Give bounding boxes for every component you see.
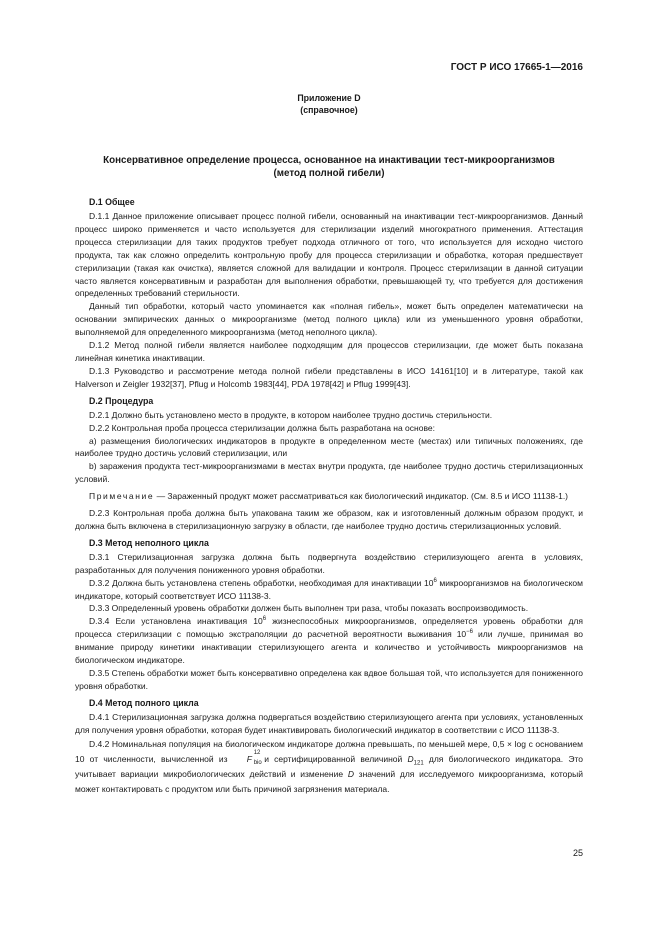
page-number: 25 bbox=[572, 848, 583, 858]
note-paragraph bbox=[75, 490, 583, 503]
section-d1-heading: D.1 Общее bbox=[89, 197, 135, 207]
annex-heading bbox=[75, 92, 583, 116]
text-run: и сертифицированной величиной bbox=[258, 753, 408, 764]
list-item-a: a) размещения биологических индикаторов в продукте в определенном месте (местах) или типичных положениях, где наиболее трудно достичь условий стерилизации, или bbox=[75, 435, 583, 459]
text-run: жизнеспособных микроорганизмов, определяется уровень обработки для процесса стерилизации с помощью экстраполяции до расчетной вероятности выживания 10 bbox=[75, 616, 583, 640]
exponent: 6 bbox=[262, 616, 267, 623]
paragraph-d3-2 bbox=[75, 577, 583, 603]
text-run: или лучше, принимая во внимание природу кинетики инактивации стерилизующего агента и количество и устойчивость микроорганизмов на биологическом индикаторе. bbox=[75, 629, 583, 666]
paragraph-d3-3: D.3.3 Определенный уровень обработки должен быть выполнен три раза, чтобы показать воспроизводимость. bbox=[89, 603, 529, 614]
paragraph-d4-2 bbox=[75, 737, 583, 797]
exponent: −6 bbox=[466, 629, 474, 636]
d-subscript: 121 bbox=[413, 760, 424, 767]
f-subscript: bio bbox=[253, 759, 262, 766]
d-symbol: D bbox=[407, 753, 414, 764]
paragraph-d4-1: D.4.1 Стерилизационная загрузка должна подвергаться воздействию стерилизующего агента при условиях, установленных для получения уровня обработки, которая будет инактивировать биологический индикатор в соответствии с ИСО 11138-3. bbox=[75, 711, 583, 735]
section-d4-heading: D.4 Метод полного цикла bbox=[89, 697, 199, 708]
paragraph-d1-1b: Данный тип обработки, который часто упоминается как «полная гибель», может быть определен математически на основании эмпирических данных о микроорганизме (метод полного цикла) или из уменьшенного уровня обработки, выполняемой для определенного микроорганизма (метод неполного цикла). bbox=[75, 301, 583, 338]
text-run: D.3.4 Если установлена инактивация 10 bbox=[89, 616, 263, 627]
paragraph-d2-2: D.2.2 Контрольная проба процесса стерилизации должна быть разработана на основе: bbox=[89, 422, 435, 433]
paragraph-d1-1: D.1.1 Данное приложение описывает процесс полной гибели, основанный на инактивации тест-микроорганизмов. Данный процесс широко применяется и часто используется для стерилизации изделий многократного применения. Аттестация процесса стерилизации для таких продуктов требует подхода отличного от того, что используется для исходно чистого продукта, так как сложно определить контрольную пробу для процесса стерилизации и обработка, которая предшествует стерилизации (такая как очистка), является сложной для валидации и контроля. Процесс стерилизации в данной ситуации часто является консервативным и разработан для выполнения обработки, превышающей ту, что требуется для достижения определенных требований стерильности. bbox=[75, 211, 583, 299]
text-run: D.3.2 Должна быть установлена степень обработки, необходимая для инактивации 10 bbox=[89, 577, 434, 588]
annex-title-line1: Консервативное определение процесса, основанное на инактивации тест-микроорганизмов bbox=[103, 155, 555, 166]
document-id-header: ГОСТ Р ИСО 17665-1—2016 bbox=[450, 62, 583, 73]
paragraph-d3-5: D.3.5 Степень обработки может быть консервативно определена как вдвое большая той, что используется для пониженного уровня обработки. bbox=[75, 668, 583, 691]
section-d3-heading: D.3 Метод неполного цикла bbox=[89, 537, 209, 548]
f-letter: F bbox=[246, 753, 252, 764]
section-d2-heading: D.2 Процедура bbox=[89, 395, 154, 406]
annex-title bbox=[75, 154, 583, 180]
paragraph-d3-4 bbox=[75, 615, 583, 667]
paragraph-d2-1: D.2.1 Должно быть установлено место в продукте, в котором наиболее трудно достичь стерильности. bbox=[89, 409, 493, 420]
f-superscript: 12 bbox=[253, 749, 261, 756]
annex-title-line2: (метод полной гибели) bbox=[273, 168, 385, 179]
annex-kind: (справочное) bbox=[300, 105, 358, 115]
annex-label: Приложение D bbox=[297, 93, 361, 103]
paragraph-d3-1: D.3.1 Стерилизационная загрузка должна быть подвергнута воздействию стерилизующего агента в условиях, разработанных для получения пониженного уровня обработки. bbox=[75, 551, 583, 575]
paragraph-d1-2: D.1.2 Метод полной гибели является наиболее подходящим для процессов стерилизации, где может быть показана линейная кинетика инактивации. bbox=[75, 340, 583, 363]
document-body bbox=[75, 196, 583, 797]
note-text: — Зараженный продукт может рассматриваться как биологический индикатор. (См. 8.5 и ИСО 11138-1.) bbox=[154, 491, 569, 502]
paragraph-d2-3: D.2.3 Контрольная проба должна быть упакована таким же образом, как и изготовленный должным образом продукт, и должна быть включена в стерилизационную загрузку в области, где наиболее трудно достичь стерилизационных условий. bbox=[75, 508, 583, 531]
list-item-b: b) заражения продукта тест-микроорганизмами в местах внутри продукта, где наиболее трудно достичь стерилизационных условий. bbox=[75, 461, 583, 485]
exponent: 6 bbox=[433, 577, 437, 584]
f-bio-symbol bbox=[233, 749, 262, 767]
text-run: для биологического индикатора. Это учитывает вариации микробиологических действий и изменение bbox=[75, 753, 583, 779]
note-label: Примечание bbox=[89, 491, 155, 502]
paragraph-d1-3: D.1.3 Руководство и рассмотрение метода полной гибели представлены в ИСО 14161[10] и в литературе, такой как Halverson и Zeigler 1932[37], Pflug и Holcomb 1983[44], PDA 1978[42] и Pflug 1999[43]. bbox=[75, 365, 583, 389]
text-run: микроорганизмов на биологическом индикаторе, который соответствует ИСО 11138-3. bbox=[75, 577, 584, 601]
text-run: значений для исследуемого микроорганизма, который может контактировать с продуктом или быть причиной загрязнения материала. bbox=[75, 768, 583, 794]
d-symbol: D bbox=[347, 768, 354, 779]
text-run: D.4.2 Номинальная популяция на биологическом индикаторе должна превышать, по меньшей мере, 0,5 × log с основанием 10 от численности, вычисленной из bbox=[75, 738, 583, 764]
